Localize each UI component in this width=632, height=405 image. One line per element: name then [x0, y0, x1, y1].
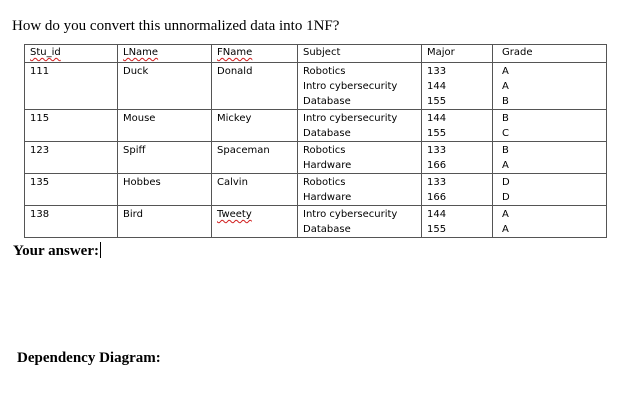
- subject-line: Intro cybersecurity: [303, 209, 398, 220]
- grade-line: B: [502, 145, 509, 156]
- unnormalized-data-table: [24, 44, 607, 238]
- grade-line: A: [502, 224, 509, 235]
- cell-stu-id: 123: [25, 142, 118, 174]
- cell-major: [422, 206, 493, 238]
- grade-line: B: [502, 113, 509, 124]
- header-major: Major: [422, 45, 493, 63]
- cell-lname: Mouse: [118, 110, 212, 142]
- cell-major: [422, 63, 493, 110]
- grade-line: A: [502, 160, 509, 171]
- cell-grade: [493, 206, 607, 238]
- table-row: [25, 63, 607, 110]
- cell-subject: [298, 110, 422, 142]
- grade-line: B: [502, 96, 509, 107]
- major-line: 133: [427, 177, 447, 188]
- table-row: [25, 206, 607, 238]
- subject-line: Database: [303, 96, 351, 107]
- major-line: 155: [427, 96, 447, 107]
- dependency-diagram-label: Dependency Diagram:: [17, 350, 161, 366]
- cell-stu-id: 135: [25, 174, 118, 206]
- grade-line: A: [502, 81, 509, 92]
- cell-fname: Donald: [212, 63, 298, 110]
- cell-grade: [493, 110, 607, 142]
- cell-grade: [493, 174, 607, 206]
- subject-line: Database: [303, 128, 351, 139]
- subject-line: Intro cybersecurity: [303, 113, 398, 124]
- table-row: [25, 142, 607, 174]
- cell-lname: Hobbes: [118, 174, 212, 206]
- answer-label: Your answer:: [13, 243, 99, 259]
- question-text: How do you convert this unnormalized data into 1NF?: [12, 18, 340, 34]
- cell-fname: Calvin: [212, 174, 298, 206]
- answer-area[interactable]: [13, 242, 101, 260]
- major-line: 133: [427, 66, 447, 77]
- grade-line: A: [502, 66, 509, 77]
- cell-stu-id: 115: [25, 110, 118, 142]
- cell-grade: [493, 63, 607, 110]
- major-line: 166: [427, 192, 447, 203]
- subject-line: Intro cybersecurity: [303, 81, 398, 92]
- cell-stu-id: 111: [25, 63, 118, 110]
- subject-line: Hardware: [303, 192, 352, 203]
- header-subject: Subject: [298, 45, 422, 63]
- text-cursor: [100, 242, 101, 258]
- cell-fname: Mickey: [212, 110, 298, 142]
- grade-line: C: [502, 128, 509, 139]
- major-line: 166: [427, 160, 447, 171]
- major-line: 144: [427, 81, 447, 92]
- grade-line: D: [502, 192, 510, 203]
- major-line: 144: [427, 113, 447, 124]
- cell-subject: [298, 63, 422, 110]
- grade-line: A: [502, 209, 509, 220]
- cell-subject: [298, 174, 422, 206]
- major-line: 133: [427, 145, 447, 156]
- header-grade: Grade: [493, 45, 607, 63]
- header-stu-id: Stu_id: [25, 45, 118, 63]
- subject-line: Hardware: [303, 160, 352, 171]
- subject-line: Database: [303, 224, 351, 235]
- subject-line: Robotics: [303, 145, 346, 156]
- cell-lname: Spiff: [118, 142, 212, 174]
- subject-line: Robotics: [303, 66, 346, 77]
- table-header-row: [25, 45, 607, 63]
- grade-line: D: [502, 177, 510, 188]
- major-line: 155: [427, 224, 447, 235]
- subject-line: Robotics: [303, 177, 346, 188]
- header-lname: LName: [118, 45, 212, 63]
- cell-subject: [298, 206, 422, 238]
- cell-fname: Spaceman: [212, 142, 298, 174]
- cell-major: [422, 110, 493, 142]
- major-line: 155: [427, 128, 447, 139]
- cell-lname: Duck: [118, 63, 212, 110]
- major-line: 144: [427, 209, 447, 220]
- cell-stu-id: 138: [25, 206, 118, 238]
- table-row: [25, 110, 607, 142]
- cell-fname: Tweety: [212, 206, 298, 238]
- cell-grade: [493, 142, 607, 174]
- cell-major: [422, 174, 493, 206]
- header-fname: FName: [212, 45, 298, 63]
- cell-subject: [298, 142, 422, 174]
- cell-lname: Bird: [118, 206, 212, 238]
- table-row: [25, 174, 607, 206]
- cell-major: [422, 142, 493, 174]
